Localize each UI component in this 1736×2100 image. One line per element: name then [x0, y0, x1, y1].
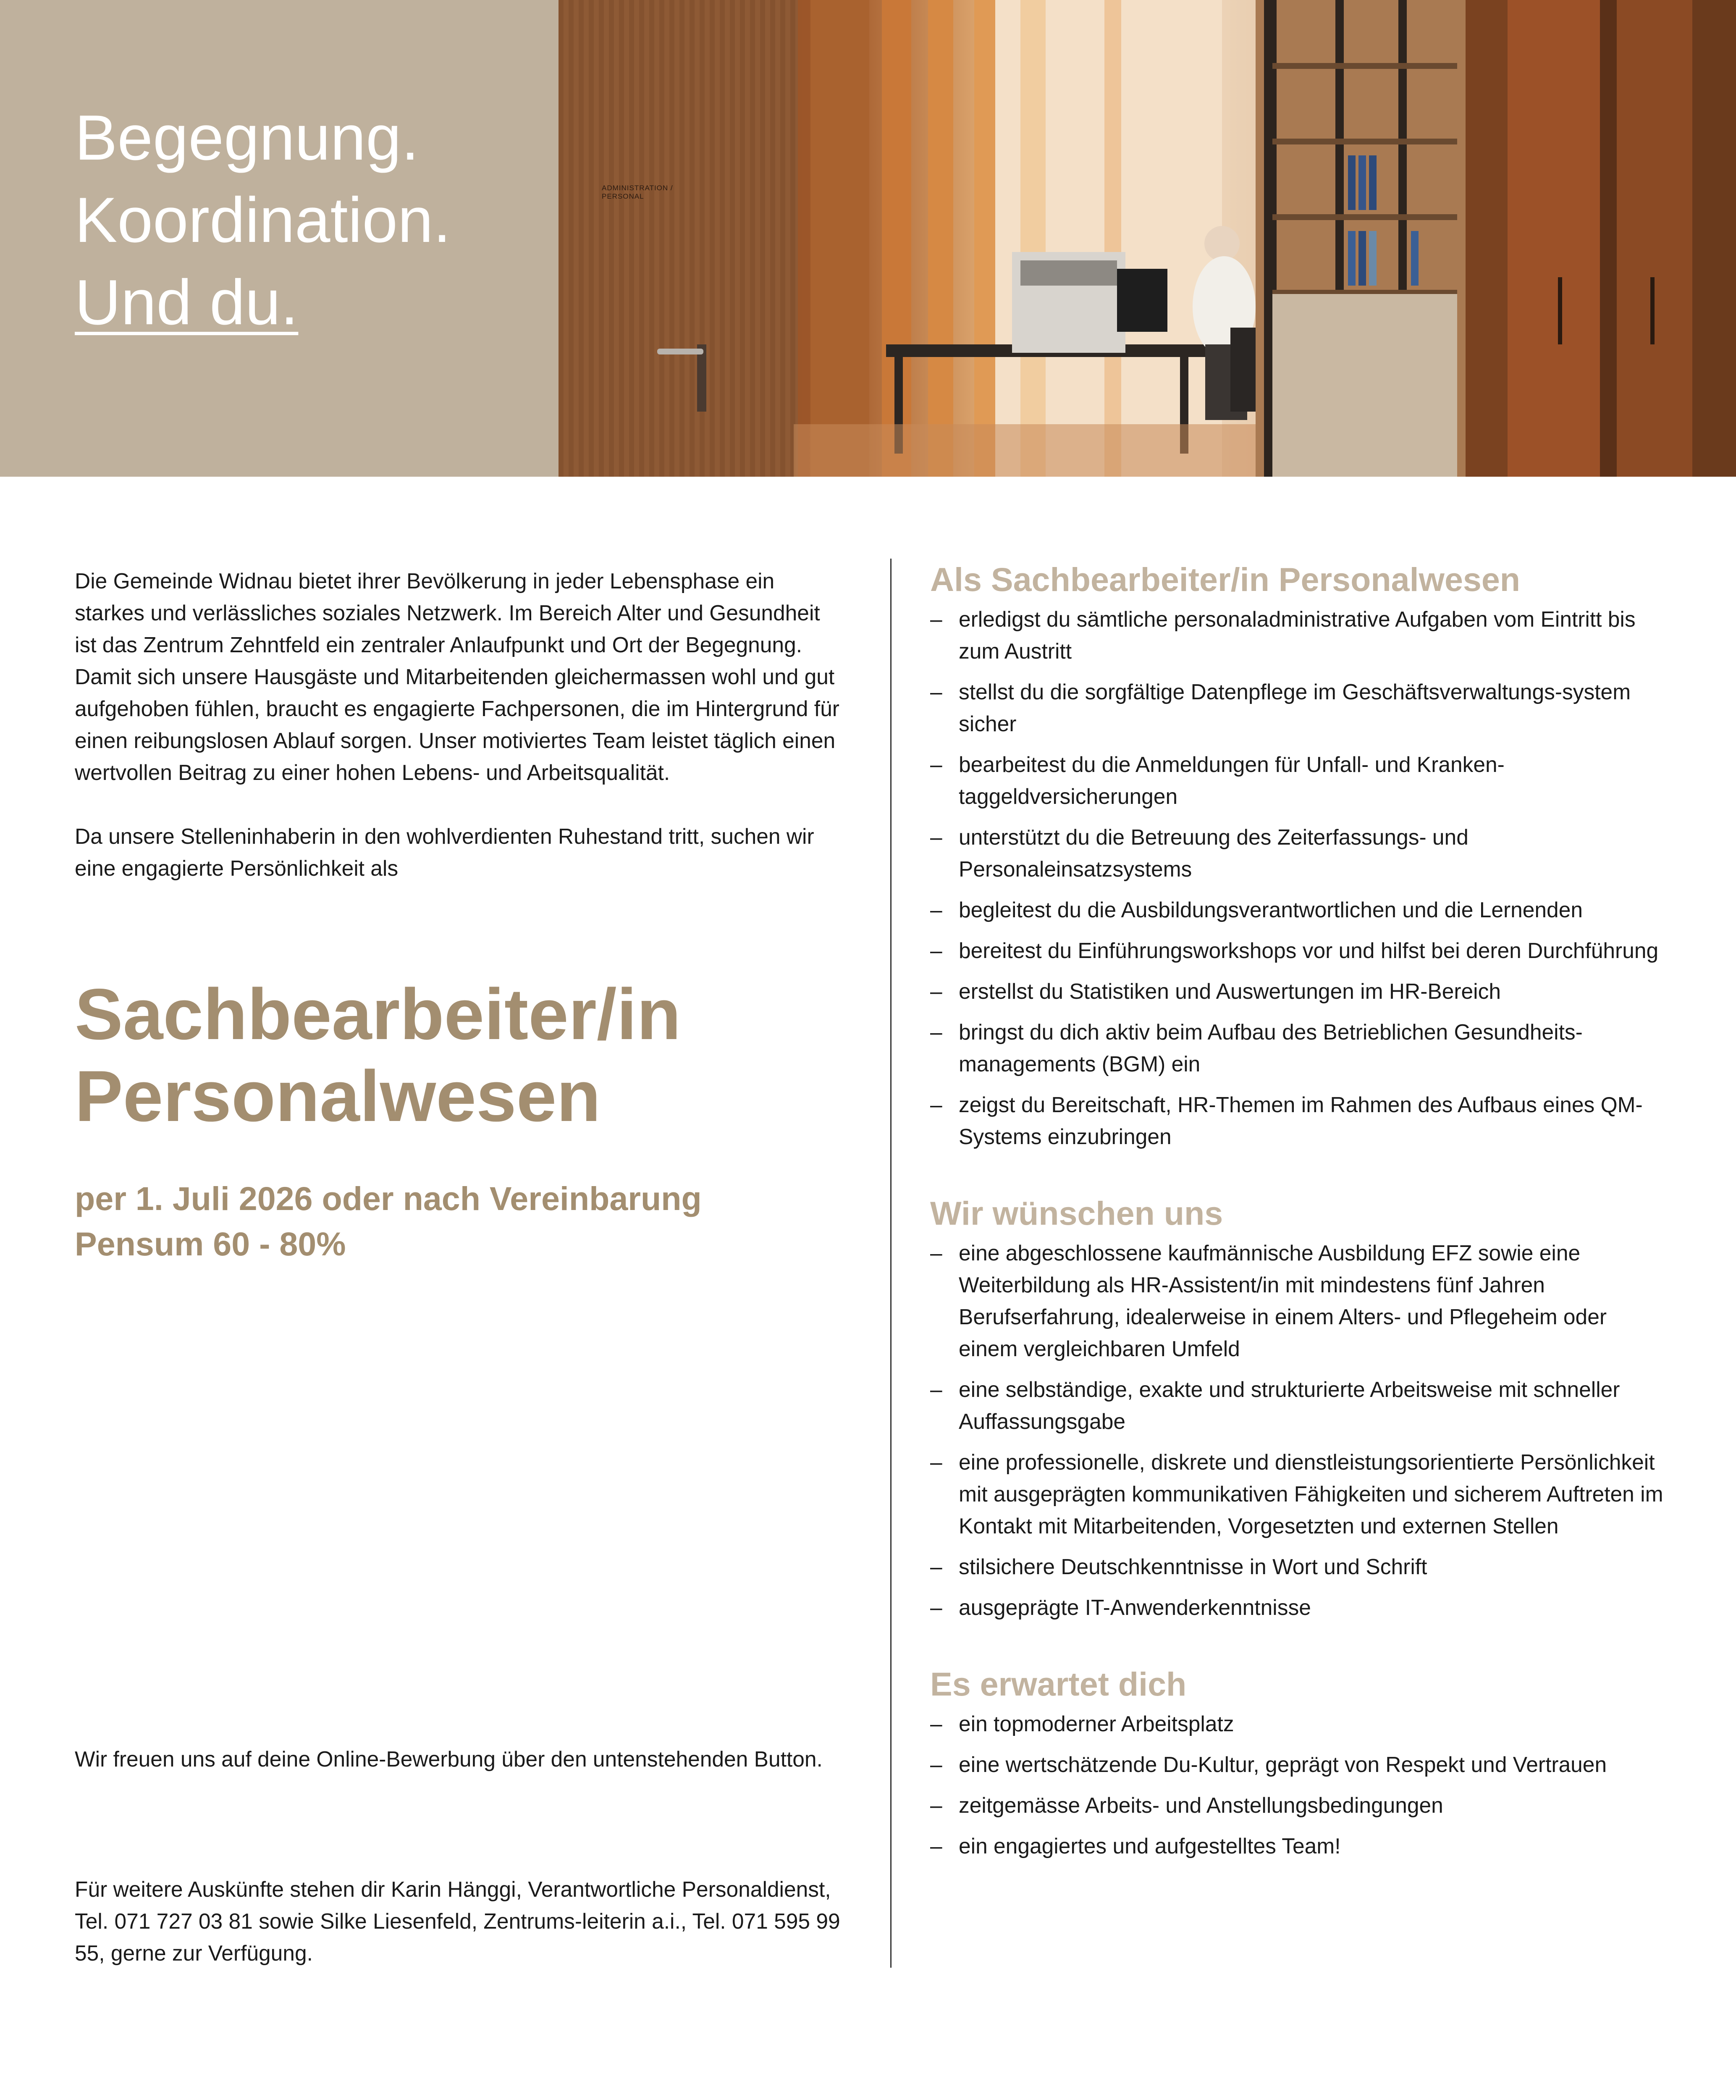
- dash-bullet: –: [930, 1450, 942, 1474]
- list-item: [930, 1789, 1669, 1821]
- list-item-text: stilsichere Deutschkenntnisse in Wort und Schrift: [959, 1554, 1427, 1579]
- dash-bullet: –: [930, 938, 942, 963]
- dash-bullet: –: [930, 1834, 942, 1858]
- dash-bullet: –: [930, 825, 942, 849]
- dash-bullet: –: [930, 898, 942, 922]
- offer-list: [930, 1708, 1669, 1862]
- dash-bullet: –: [930, 1377, 942, 1402]
- list-item-text: zeitgemässe Arbeits- und Anstellungsbedingungen: [959, 1793, 1443, 1817]
- list-item-text: eine wertschätzende Du-Kultur, geprägt von Respekt und Vertrauen: [959, 1752, 1607, 1777]
- hero-title: [75, 97, 451, 344]
- list-item-text: eine selbständige, exakte und strukturierte Arbeitsweise mit schneller Auffassungsgabe: [959, 1377, 1620, 1433]
- section-heading-offer: Es erwartet dich: [930, 1665, 1187, 1703]
- list-item: [930, 748, 1669, 812]
- hero-title-line2: Koordination.: [75, 184, 451, 256]
- job-title-line2: Personalwesen: [75, 1056, 601, 1137]
- list-item-text: bearbeitest du die Anmeldungen für Unfall- und Kranken-taggeldversicherungen: [959, 752, 1505, 808]
- list-item-text: ausgeprägte IT-Anwenderkenntnisse: [959, 1595, 1311, 1620]
- list-item-text: eine abgeschlossene kaufmännische Ausbildung EFZ sowie eine Weiterbildung als HR-Assistent/in mit mindestens fünf Jahren Berufserfahrung, idealerweise in einem Alters- und Pflegeheim oder einem vergleichbaren Umfeld: [959, 1241, 1607, 1361]
- section-heading-tasks: Als Sachbearbeiter/in Personalwesen: [930, 561, 1521, 598]
- intro-paragraph-2: Da unsere Stelleninhaberin in den wohlverdienten Ruhestand tritt, suchen wir eine engagierte Persönlichkeit als: [75, 824, 814, 880]
- office-scene-illustration: [559, 0, 1736, 477]
- dash-bullet: –: [930, 680, 942, 704]
- job-start-date: per 1. Juli 2026 oder nach Vereinbarung: [75, 1180, 702, 1217]
- list-item: [930, 934, 1669, 966]
- list-item: [930, 1591, 1669, 1623]
- apply-text: Wir freuen uns auf deine Online-Bewerbung über den untenstehenden Button.: [75, 1747, 823, 1771]
- list-item: [930, 1237, 1669, 1365]
- list-item-text: stellst du die sorgfältige Datenpflege im Geschäftsverwaltungs-system sicher: [959, 680, 1631, 736]
- list-item: [930, 1551, 1669, 1583]
- list-item: [930, 1016, 1669, 1080]
- list-item: [930, 603, 1669, 667]
- dash-bullet: –: [930, 607, 942, 631]
- list-item: [930, 821, 1669, 885]
- list-item-text: erstellst du Statistiken und Auswertungen im HR-Bereich: [959, 979, 1501, 1003]
- intro-paragraph-1: Die Gemeinde Widnau bietet ihrer Bevölkerung in jeder Lebensphase ein starkes und verlässliches soziales Netzwerk. Im Bereich Alter und Gesundheit ist das Zentrum Zehntfeld ein zentraler Anlaufpunkt und Ort der Begegnung. Damit sich unsere Hausgäste und Mitarbeitenden gleichermassen wohl und gut aufgehoben fühlen, braucht es engagierte Fachpersonen, die im Hintergrund für einen reibungslosen Ablauf sorgen. Unser motiviertes Team leistet täglich einen wertvollen Beitrag zu einer hohen Lebens- und Arbeitsqualität.: [75, 569, 839, 785]
- job-title-line1: Sachbearbeiter/in: [75, 974, 681, 1055]
- hero-banner: [0, 0, 1736, 477]
- wishes-list: [930, 1237, 1669, 1623]
- hero-title-line3: Und du.: [75, 267, 299, 338]
- tasks-list: [930, 603, 1669, 1152]
- door-sign-line1: ADMINISTRATION /: [602, 184, 673, 192]
- dash-bullet: –: [930, 979, 942, 1003]
- dash-bullet: –: [930, 1793, 942, 1817]
- list-item-text: bereitest du Einführungsworkshops vor und hilfst bei deren Durchführung: [959, 938, 1659, 963]
- list-item: [930, 1446, 1669, 1542]
- dash-bullet: –: [930, 1752, 942, 1777]
- list-item-text: erledigst du sämtliche personaladministrative Aufgaben vom Eintritt bis zum Austritt: [959, 607, 1636, 663]
- requirements-column: [930, 559, 1669, 1871]
- intro-text: [75, 565, 843, 916]
- hero-title-panel: [0, 0, 559, 477]
- list-item-text: unterstützt du die Betreuung des Zeiterfassungs- und Personaleinsatzsystems: [959, 825, 1469, 881]
- list-item: [930, 1708, 1669, 1740]
- job-pensum: Pensum 60 - 80%: [75, 1225, 346, 1263]
- dash-bullet: –: [930, 1712, 942, 1736]
- list-item-text: ein engagiertes und aufgestelltes Team!: [959, 1834, 1341, 1858]
- list-item: [930, 1373, 1669, 1437]
- dash-bullet: –: [930, 1020, 942, 1044]
- list-item: [930, 975, 1669, 1007]
- list-item-text: begleitest du die Ausbildungsverantwortlichen und die Lernenden: [959, 898, 1583, 922]
- door-sign: [602, 184, 673, 201]
- dash-bullet: –: [930, 1241, 942, 1265]
- dash-bullet: –: [930, 752, 942, 777]
- list-item: [930, 1748, 1669, 1780]
- list-item: [930, 676, 1669, 740]
- dash-bullet: –: [930, 1554, 942, 1579]
- list-item-text: zeigst du Bereitschaft, HR-Themen im Rahmen des Aufbaus eines QM-Systems einzubringen: [959, 1092, 1643, 1149]
- section-heading-wishes: Wir wünschen uns: [930, 1194, 1223, 1232]
- column-divider: [890, 559, 892, 1968]
- list-item: [930, 1830, 1669, 1862]
- list-item-text: bringst du dich aktiv beim Aufbau des Betrieblichen Gesundheits-managements (BGM) ein: [959, 1020, 1583, 1076]
- dash-bullet: –: [930, 1595, 942, 1620]
- contact-text: Für weitere Auskünfte stehen dir Karin Hänggi, Verantwortliche Personaldienst, Tel. 071 727 03 81 sowie Silke Liesenfeld, Zentrums-leiterin a.i., Tel. 071 595 99 55, gerne zur Verfügung.: [75, 1877, 840, 1965]
- hero-title-line1: Begegnung.: [75, 102, 419, 173]
- dash-bullet: –: [930, 1092, 942, 1117]
- list-item: [930, 894, 1669, 926]
- job-title: [75, 974, 873, 1137]
- list-item-text: ein topmoderner Arbeitsplatz: [959, 1712, 1234, 1736]
- job-details: [75, 1176, 702, 1267]
- door-sign-line2: PERSONAL: [602, 192, 644, 200]
- list-item-text: eine professionelle, diskrete und dienstleistungsorientierte Persönlichkeit mit ausgeprägten kommunikativen Fähigkeiten und sicherem Auftreten im Kontakt mit Mitarbeitenden, Vorgesetzten und externen Stellen: [959, 1450, 1663, 1538]
- office-photo: [559, 0, 1736, 477]
- list-item: [930, 1089, 1669, 1152]
